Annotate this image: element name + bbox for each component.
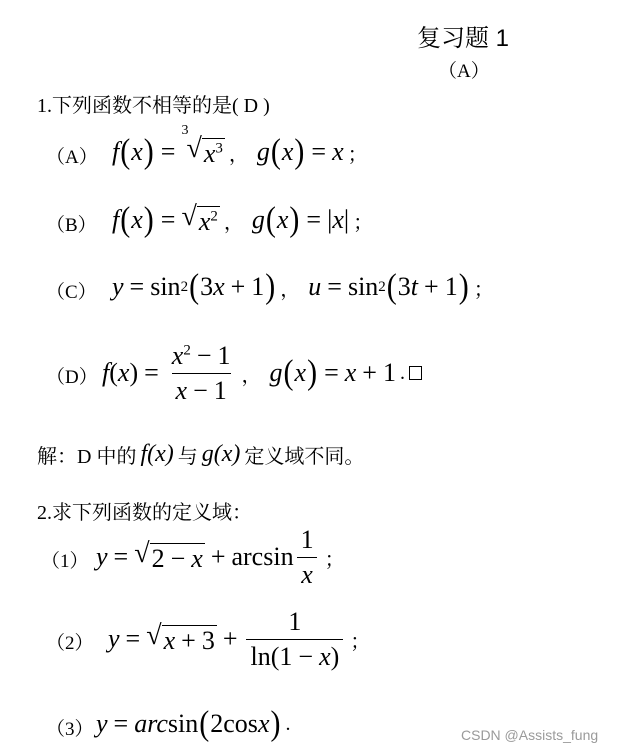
option-d-formula: f ( x ) = $\frac{x^2 - 1}{x - 1}$ ， g ( x ) = x + 1 . (102, 340, 422, 406)
question-2-stem: 2.求下列函数的定义域： (37, 502, 252, 524)
page-title: 复习题 1 (417, 25, 510, 52)
question-1-stem: 1.下列函数不相等的是( D ) (37, 95, 270, 117)
section-label: （A） (438, 61, 490, 82)
option-b-formula: f ( x ) = √ $x^2$ ， g ( x ) = | x | ； (112, 200, 374, 239)
option-a-formula: f ( x ) = 3 √ $x^3$ ， g ( x ) = x ； (112, 123, 368, 171)
option-a-label: （A） (46, 147, 98, 168)
item-3-label: （3） (46, 719, 94, 740)
placeholder-box-icon (409, 366, 422, 380)
watermark: CSDN @Assists_fung (461, 727, 599, 743)
option-b-label: （B） (46, 215, 97, 236)
option-d-label: （D） (46, 367, 98, 388)
item-2-formula: y = √ x + 3 + $\frac{1}{\ln(1 - x)}$ ； (108, 606, 371, 671)
item-1-label: （1） (41, 551, 89, 572)
item-1-formula: y = √ 2 − x + arcsin $\frac{1}{x}$ ； (96, 524, 345, 589)
option-c-formula: y = sin 2 ( 3 x + 1 ) ， u = sin 2 ( 3 t + 1 ) ； (112, 267, 494, 306)
solution-line: 解：D 中的 f(x) 与 g(x) 定义域不同。 (37, 440, 365, 468)
item-3-formula: y = arc sin ( 2 cos x ) . (96, 704, 291, 743)
option-c-label: （C） (46, 282, 97, 303)
item-2-label: （2） (46, 633, 94, 654)
